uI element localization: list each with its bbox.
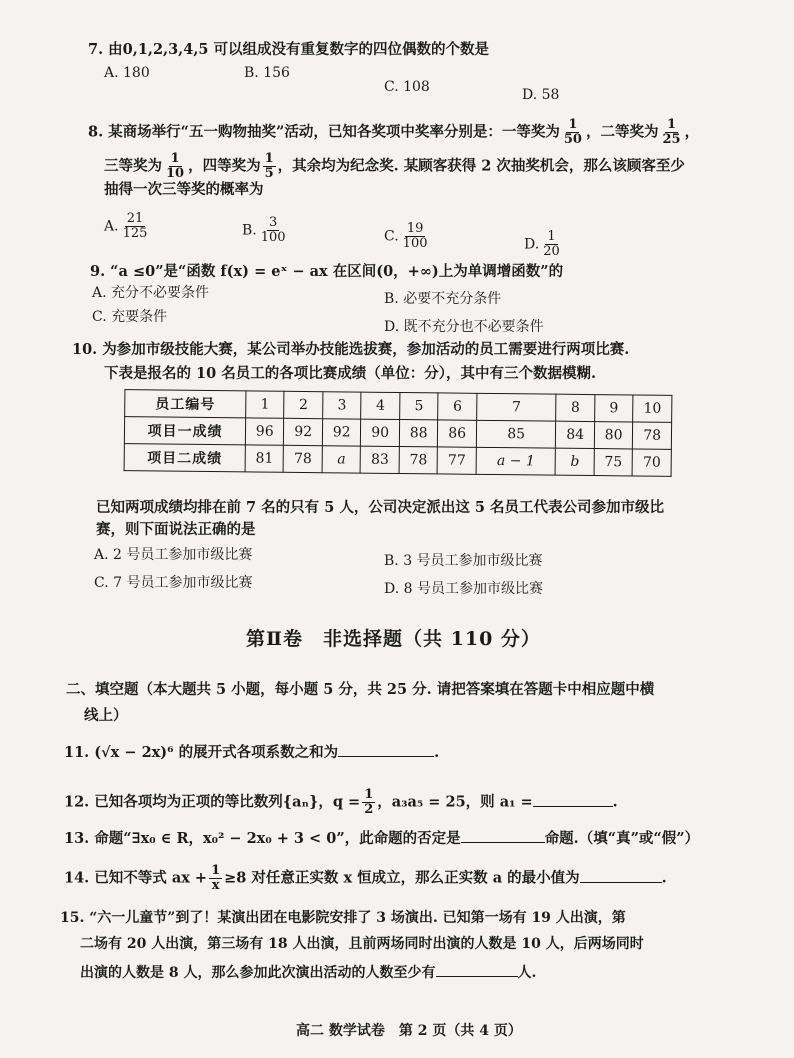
q8-fraction-third: [164, 152, 186, 181]
table-cell: 4: [361, 392, 400, 419]
fraction-denominator: 100: [402, 236, 428, 251]
table-cell: 8: [556, 394, 595, 421]
table-cell: 9: [595, 395, 634, 422]
option-fraction: [401, 222, 430, 251]
q15-line-3: [80, 962, 536, 983]
question-text: .: [661, 869, 667, 887]
table-cell: 96: [245, 418, 284, 445]
table-cell: 2: [284, 391, 323, 418]
table-cell: 81: [245, 445, 284, 472]
q8-option-a: [104, 212, 151, 241]
table-cell: 10: [633, 395, 672, 422]
option-fraction: [259, 216, 288, 245]
fraction-numerator: 19: [406, 221, 424, 236]
fraction-denominator: x: [211, 878, 220, 893]
q7-option-b: B. 156: [244, 65, 290, 81]
q7-option-a: A. 180: [104, 65, 150, 81]
q8-option-c: [384, 222, 432, 251]
q10-option-b: B. 3 号员工参加市级比赛: [384, 553, 543, 569]
table-cell: 84: [556, 421, 595, 448]
table-cell: 86: [438, 420, 477, 447]
table-cell: 78: [633, 422, 672, 449]
question-text: 命题“∃x₀ ∈ R，x₀² − 2x₀ + 3 < 0”，此命题的否定是: [94, 830, 461, 847]
part2-heading-line-1: 二、填空题（本大题共 5 小题，每小题 5 分，共 25 分. 请把答案填在答题卡中相应题中横: [66, 681, 655, 698]
q8-text: 三等奖为: [104, 157, 162, 175]
q8-option-b: [242, 216, 290, 245]
q15-line-1: 15. “六一儿童节”到了！某演出团在电影院安排了 3 场演出. 已知第一场有 19 人出演，第: [60, 910, 626, 926]
q8-text: ，: [684, 123, 700, 141]
q15-line-2: 二场有 20 人出演，第三场有 18 人出演，且前两场同时出演的人数是 10 人，后两场同时: [80, 936, 644, 952]
fraction-numerator: 1: [666, 117, 677, 132]
table-cell: a − 1: [476, 447, 556, 475]
table-cell: 77: [437, 447, 476, 474]
q8-text: ，四等奖为: [188, 157, 261, 175]
fraction-numerator: 1: [547, 229, 556, 244]
question-number: 11.: [64, 744, 90, 761]
table-row-label: 项目一成绩: [124, 417, 245, 445]
question-number: 14.: [64, 869, 90, 887]
fraction-denominator: 5: [264, 166, 274, 181]
question-number: 13.: [64, 830, 90, 847]
fraction-denominator: 50: [563, 132, 582, 147]
question-text: 已知各项均为正项的等比数列{aₙ}，q =: [94, 793, 361, 811]
question-text: 的展开式各项系数之和为: [173, 744, 339, 761]
q11: [64, 742, 439, 763]
q12: [64, 788, 618, 817]
question-text: ，a₃a₅ = 25，则 a₁ =: [377, 793, 533, 811]
q9-option-b: B. 必要不充分条件: [384, 291, 502, 307]
q14: [64, 864, 667, 893]
option-label: C.: [384, 228, 399, 245]
page-footer: 高二 数学试卷 第 2 页（共 4 页）: [296, 1023, 522, 1039]
q7-option-c: C. 108: [384, 79, 430, 95]
part2-heading-line-2: 线上）: [84, 707, 128, 724]
question-text: .: [612, 793, 618, 811]
table-cell: 1: [246, 391, 285, 418]
q8-line-3: 抽得一次三等奖的概率为: [104, 181, 264, 198]
q8-line-1: [88, 118, 699, 147]
table-cell: 7: [477, 393, 557, 421]
q9-stem: 9. “a ≤0”是“函数 f(x) = eˣ − ax 在区间(0，+∞)上为单调增函数”的: [90, 263, 564, 280]
answer-blank: [580, 868, 662, 883]
answer-blank: [533, 792, 613, 807]
q10-line-4: 赛，则下面说法正确的是: [96, 521, 256, 538]
option-label: A.: [104, 218, 119, 235]
fraction-numerator: 1: [364, 787, 374, 802]
q10-line-3: 已知两项成绩均排在前 7 名的只有 5 人，公司决定派出这 5 名员工代表公司参加市级比: [96, 499, 665, 516]
q10-line-2: 下表是报名的 10 名员工的各项比赛成绩（单位：分），其中有三个数据模糊.: [104, 365, 597, 382]
table-cell: 92: [284, 418, 323, 445]
fraction-numerator: 3: [269, 215, 278, 230]
fraction-numerator: 1: [568, 117, 578, 132]
scores-table: [124, 389, 673, 477]
q7-stem: 7. 由0,1,2,3,4,5 可以组成没有重复数字的四位偶数的个数是: [88, 41, 490, 58]
q13: [64, 828, 699, 849]
q9-option-a: A. 充分不必要条件: [92, 285, 210, 301]
q10-line-1: 10. 为参加市级技能大赛，某公司举办技能选拔赛，参加活动的员工需要进行两项比赛.: [72, 341, 630, 358]
table-row-project-two: [124, 444, 671, 477]
ratio-fraction: [362, 788, 375, 817]
fraction-numerator: 21: [126, 211, 144, 226]
question-text: 人.: [517, 965, 537, 981]
question-text: 出演的人数是 8 人，那么参加此次演出活动的人数至少有: [80, 965, 436, 981]
table-cell: 6: [438, 393, 477, 420]
answer-blank: [338, 742, 434, 757]
answer-blank: [436, 962, 518, 977]
option-fraction: [541, 230, 562, 259]
fraction-denominator: 25: [662, 132, 681, 147]
question-text: 已知不等式 ax +: [94, 869, 208, 887]
fraction-denominator: 20: [543, 244, 560, 259]
q7-option-d: D. 58: [522, 87, 560, 103]
option-label: B.: [242, 222, 257, 239]
q10-option-d: D. 8 号员工参加市级比赛: [384, 581, 543, 597]
q9-option-d: D. 既不充分也不必要条件: [384, 319, 544, 335]
table-cell: 85: [476, 420, 556, 448]
math-expression: (√x − 2x)⁶: [94, 744, 174, 761]
q8-option-d: [524, 230, 564, 259]
q8-text: 8. 某商场举行“五一购物抽奖”活动，已知各奖项中奖率分别是：一等奖为: [88, 123, 560, 141]
fraction-denominator: 100: [260, 230, 286, 245]
q10-option-c: C. 7 号员工参加市级比赛: [94, 575, 253, 591]
table-row-label: 项目二成绩: [124, 444, 245, 472]
table-cell: 5: [400, 393, 439, 420]
q8-text: ，其余均为纪念奖. 某顾客获得 2 次抽奖机会，那么该顾客至少: [277, 157, 685, 175]
table-cell: b: [555, 448, 594, 475]
fraction-denominator: 10: [166, 166, 185, 181]
table-cell: a: [322, 446, 361, 473]
inequality-fraction: [209, 864, 222, 893]
table-cell: 88: [399, 420, 438, 447]
question-text: 命题.（填“真”或“假”）: [544, 830, 700, 847]
table-cell: 80: [594, 422, 633, 449]
fraction-numerator: 1: [170, 151, 180, 166]
q8-line-2: [104, 152, 685, 181]
option-fraction: [121, 212, 150, 241]
q8-fraction-first: [562, 118, 584, 147]
table-cell: 75: [594, 449, 633, 476]
table-cell: 90: [361, 419, 400, 446]
q8-fraction-fourth: [263, 152, 276, 181]
option-label: D.: [524, 236, 540, 253]
table-cell: 70: [632, 449, 671, 476]
fraction-numerator: 1: [211, 863, 221, 878]
question-text: ≥8 对任意正实数 x 恒成立，那么正实数 a 的最小值为: [224, 869, 580, 887]
fraction-denominator: 125: [122, 226, 148, 241]
table-cell: 83: [361, 446, 400, 473]
section-title: 第Ⅱ卷 非选择题（共 110 分）: [246, 628, 541, 650]
q8-text: ，二等奖为: [585, 123, 659, 141]
fraction-denominator: 2: [364, 802, 374, 817]
table-cell: 78: [399, 447, 438, 474]
fraction-numerator: 1: [264, 151, 274, 166]
q9-option-c: C. 充要条件: [92, 309, 168, 325]
q10-option-a: A. 2 号员工参加市级比赛: [94, 547, 253, 563]
question-number: 12.: [64, 793, 90, 811]
table-cell: 78: [284, 445, 323, 472]
q8-fraction-second: [660, 118, 682, 147]
table-cell: 3: [323, 392, 362, 419]
table-header-cell: 员工编号: [125, 390, 246, 418]
answer-blank: [461, 828, 545, 843]
question-text: .: [434, 744, 440, 761]
table-cell: 92: [322, 419, 361, 446]
